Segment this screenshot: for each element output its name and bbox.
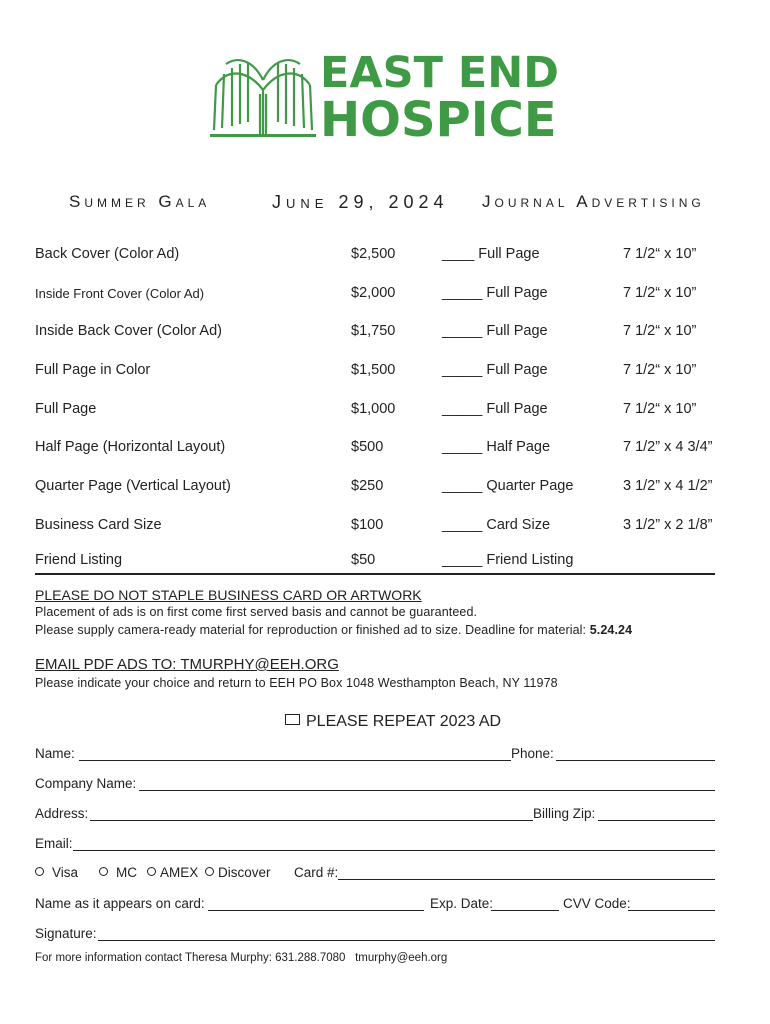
supply-note xyxy=(35,623,632,637)
email-label: Email: xyxy=(35,836,73,851)
ad-size: 7 1/2“ x 10” xyxy=(623,362,697,379)
ad-option[interactable]: ____ Full Page xyxy=(442,246,540,262)
return-note: Please indicate your choice and return to EEH PO Box 1048 Westhampton Beach, NY 11978 xyxy=(35,676,558,690)
table-row xyxy=(35,548,715,587)
ad-item: Full Page xyxy=(35,400,97,417)
ad-price: $1,750 xyxy=(351,323,396,340)
email-field[interactable] xyxy=(73,850,715,851)
ad-item: Friend Listing xyxy=(35,551,123,568)
table-row xyxy=(35,509,715,548)
card-number-row xyxy=(35,865,715,883)
ad-price: $1,000 xyxy=(351,400,396,417)
placement-note: Placement of ads is on first come first served basis and cannot be guaranteed. xyxy=(35,605,478,619)
ad-price-table xyxy=(35,238,715,586)
ad-option[interactable]: _____ Card Size xyxy=(442,516,551,533)
ad-price: $250 xyxy=(351,478,384,495)
ad-size: 7 1/2“ x 10” xyxy=(623,400,697,417)
visa-label: Visa xyxy=(52,865,79,880)
card-details-row xyxy=(35,896,715,914)
name-on-card-field[interactable] xyxy=(208,910,424,911)
company-row xyxy=(35,776,715,794)
name-on-card-label: Name as it appears on card: xyxy=(35,896,205,911)
amex-label: AMEX xyxy=(160,865,199,880)
company-field[interactable] xyxy=(139,790,715,791)
phone-label: Phone: xyxy=(511,746,554,761)
ad-option[interactable]: _____ Full Page xyxy=(442,362,548,379)
card-number-label: Card #: xyxy=(294,865,339,880)
ad-option[interactable]: _____ Quarter Page xyxy=(442,478,574,495)
ad-size: 7 1/2“ x 10” xyxy=(623,323,697,340)
exp-date-label: Exp. Date: xyxy=(430,896,494,911)
table-row xyxy=(35,277,715,316)
event-name: Summer Gala xyxy=(69,192,211,211)
cvv-field[interactable] xyxy=(628,910,715,911)
footer-contact xyxy=(35,952,447,964)
staple-notice: PLEASE DO NOT STAPLE BUSINESS CARD OR ARTWORK xyxy=(35,587,422,603)
name-label: Name: xyxy=(35,746,75,761)
address-label: Address: xyxy=(35,806,89,821)
ad-size: 7 1/2“ x 10” xyxy=(623,284,697,301)
table-row xyxy=(35,315,715,354)
email-row xyxy=(35,836,715,854)
ad-item: Quarter Page (Vertical Layout) xyxy=(35,478,231,495)
ad-price: $100 xyxy=(351,516,384,533)
brand-line-1: EAST END xyxy=(320,48,559,98)
contact-email-link[interactable]: tmurphy@eeh.org xyxy=(355,952,448,964)
repeat-ad-label: PLEASE REPEAT 2023 AD xyxy=(306,713,502,730)
ad-size: 7 1/2” x 4 3/4” xyxy=(623,439,713,456)
name-field[interactable] xyxy=(79,760,511,761)
address-row xyxy=(35,806,715,824)
ad-option[interactable]: _____ Full Page xyxy=(442,400,548,417)
address-field[interactable] xyxy=(90,820,533,821)
supply-text: Please supply camera-ready material for reproduction or finished ad to size. Deadline for material: xyxy=(35,623,587,637)
divider xyxy=(35,573,715,575)
ad-option[interactable]: _____ Half Page xyxy=(442,439,551,456)
table-row xyxy=(35,470,715,509)
signature-field[interactable] xyxy=(98,940,715,941)
brand-wordmark xyxy=(320,48,559,148)
discover-label: Discover xyxy=(218,865,271,880)
signature-row xyxy=(35,926,715,944)
ad-option[interactable]: _____ Friend Listing xyxy=(442,551,574,568)
repeat-ad-checkbox[interactable] xyxy=(285,713,501,731)
table-row xyxy=(35,431,715,470)
ad-size: 7 1/2“ x 10” xyxy=(623,246,697,262)
ad-item: Full Page in Color xyxy=(35,362,151,379)
ad-item: Inside Back Cover (Color Ad) xyxy=(35,323,222,340)
ad-size: 3 1/2” x 2 1/8” xyxy=(623,516,713,533)
name-phone-row xyxy=(35,746,715,764)
ad-option[interactable]: _____ Full Page xyxy=(442,323,548,340)
card-number-field[interactable] xyxy=(338,879,715,880)
section-title: Journal Advertising xyxy=(482,192,705,211)
exp-date-field[interactable] xyxy=(491,910,559,911)
table-row xyxy=(35,393,715,432)
ad-price: $500 xyxy=(351,439,384,456)
ad-price: $2,000 xyxy=(351,284,396,301)
event-date: June 29, 2024 xyxy=(272,192,449,212)
ad-price: $2,500 xyxy=(351,246,396,262)
table-row xyxy=(35,238,715,277)
ad-size: 3 1/2” x 4 1/2” xyxy=(623,478,713,495)
ad-item: Back Cover (Color Ad) xyxy=(35,246,180,262)
ad-item: Half Page (Horizontal Layout) xyxy=(35,439,226,456)
ad-option[interactable]: _____ Full Page xyxy=(442,284,548,301)
billing-zip-field[interactable] xyxy=(598,820,715,821)
brand-line-2: HOSPICE xyxy=(320,92,557,148)
ad-item: Inside Front Cover (Color Ad) xyxy=(35,285,205,301)
table-row xyxy=(35,354,715,393)
mc-label: MC xyxy=(116,865,137,880)
cvv-label: CVV Code: xyxy=(563,896,631,911)
email-ads-link[interactable]: EMAIL PDF ADS TO: TMURPHY@EEH.ORG xyxy=(35,656,339,673)
contact-text: For more information contact Theresa Murphy: 631.288.7080 xyxy=(35,952,346,964)
ad-item: Business Card Size xyxy=(35,516,162,533)
checkbox-icon[interactable] xyxy=(285,714,300,725)
signature-label: Signature: xyxy=(35,926,97,941)
billing-zip-label: Billing Zip: xyxy=(533,806,596,821)
ad-price: $50 xyxy=(351,551,376,568)
ad-price: $1,500 xyxy=(351,362,396,379)
company-label: Company Name: xyxy=(35,776,137,791)
deadline-date: 5.24.24 xyxy=(589,623,633,637)
phone-field[interactable] xyxy=(556,760,715,761)
